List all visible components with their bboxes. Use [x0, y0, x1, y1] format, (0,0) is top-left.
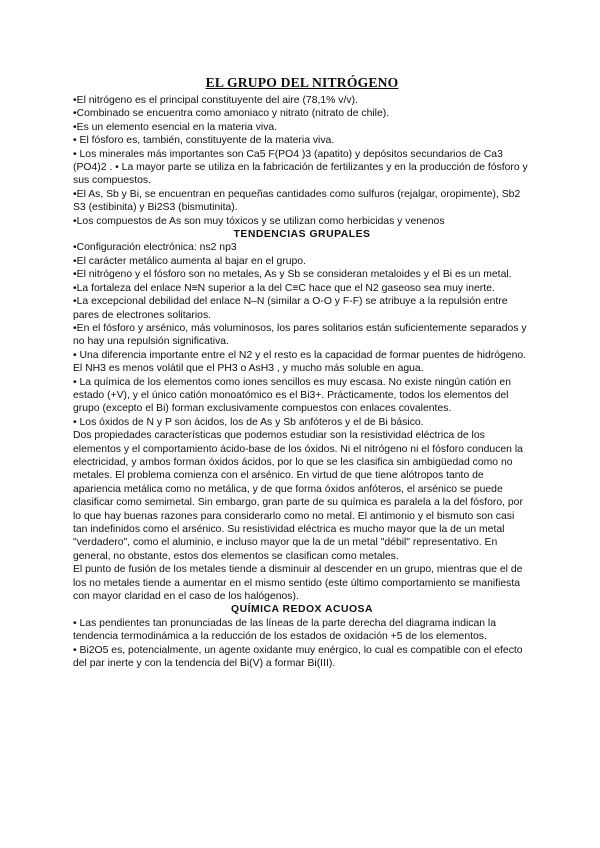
intro-paragraph: •El nitrógeno es el principal constituyente del aire (78,1% v/v). — [73, 95, 358, 106]
redox-paragraph: • Bi2O5 es, potencialmente, un agente oxidante muy enérgico, lo cual es compatible con el efecto del par inerte y con la tendencia del Bi(V) a formar Bi(III). — [73, 644, 523, 670]
trends-section — [73, 241, 531, 603]
document-title: EL GRUPO DEL NITRÓGENO — [205, 75, 399, 90]
trends-paragraph: • Los óxidos de N y P son ácidos, los de As y Sb anfóteros y el de Bi básico. — [73, 416, 424, 428]
document-body — [73, 74, 531, 670]
section-heading-trends: TENDENCIAS GRUPALES — [233, 229, 371, 241]
intro-paragraph: •Es un elemento esencial en la materia viva. — [73, 121, 278, 133]
intro-paragraph: • Los minerales más importantes son Ca5 F(PO4 )3 (apatito) y depósitos secundarios de Ca3 (PO4)2 . • La mayor parte se utiliza en la fabricación de fertilizantes y en la producción de fósforo y sus compuestos. — [73, 148, 528, 187]
trends-paragraph: •En el fósforo y arsénico, más voluminosos, los pares solitarios están suficientemente separados y no hay una repulsión significativa. — [73, 322, 527, 348]
trends-paragraph: •El carácter metálico aumenta al bajar en el grupo. — [73, 255, 306, 267]
trends-paragraph: •La excepcional debilidad del enlace N–N (similar a O-O y F-F) se atribuye a la repulsión entre pares de electrones solitarios. — [73, 296, 508, 321]
intro-paragraph: • El fósforo es, también, constituyente de la materia viva. — [73, 135, 335, 147]
trends-paragraph: El punto de fusión de los metales tiende a disminuir al descender en un grupo, mientras que el de los no metales tiende a aumentar en el mismo sentido (este último comportamiento se manifiesta con mayor claridad en el caso de los halógenos). — [73, 564, 523, 603]
redox-section — [73, 617, 531, 671]
trends-paragraph: • Una diferencia importante entre el N2 y el resto es la capacidad de formar puentes de hidrógeno. El NH3 es menos volátil que el PH3 o AsH3 , y mucho más soluble en agua. — [73, 349, 527, 375]
trends-paragraph: Dos propiedades características que podemos estudiar son la resistividad eléctrica de los elementos y el comportamiento ácido-base de los óxidos. Ni el nitrógeno ni el fósforo conducen la electricidad, y ambos forman óxidos ácidos, por lo que se les clasifica sin ambigüedad como no metales. El problema comienza con el arsénico. En virtud de que tiene alótropos tanto de apariencia metálica como no metálica, y de que forma óxidos anfóteros, el arsénico se puede clasificar como semimetal. Sin embargo, gran parte de su química es paralela a la del fósforo, por lo que hay buenas razones para considerarlo como no metal. El antimonio y el bismuto son casi tan indefinidos como el arsénico. Su resistividad eléctrica es mucho mayor que la de un metal "verdadero", como el aluminio, e incluso mayor que la de un metal "débil" representativo. En general, no obstante, estos dos elementos se clasifican como metales. — [73, 430, 523, 562]
intro-paragraph: •Los compuestos de As son muy tóxicos y se utilizan como herbicidas y venenos — [73, 215, 445, 227]
trends-paragraph: •La fortaleza del enlace N≡N superior a la del C≡C hace que el N2 gaseoso sea muy inerte. — [73, 282, 495, 294]
trends-paragraph: • La química de los elementos como iones sencillos es muy escasa. No existe ningún catión en estado (+V), y el único catión monoatómico es el Bi3+. Prácticamente, todos los elementos del grupo (excepto el Bi) forman exclusivamente compuestos con enlaces covalentes. — [73, 376, 511, 415]
trends-paragraph: •El nitrógeno y el fósforo son no metales, As y Sb se consideran metaloides y el Bi es un metal. — [73, 269, 512, 281]
intro-section — [73, 94, 531, 228]
trends-paragraph: •Configuración electrónica: ns2 np3 — [73, 242, 237, 254]
redox-paragraph: • Las pendientes tan pronunciadas de las líneas de la parte derecha del diagrama indican la tendencia termodinámica a la reducción de los estados de oxidación +5 de los elementos. — [73, 617, 497, 643]
section-heading-redox: QUÍMICA REDOX ACUOSA — [230, 604, 373, 616]
intro-paragraph: •Combinado se encuentra como amoniaco y nitrato (nitrato de chile). — [73, 108, 390, 120]
intro-paragraph: •El As, Sb y Bi, se encuentran en pequeñas cantidades como sulfuros (rejalgar, oropimente), Sb2 S3 (estibinita) y Bi2S3 (bismutinita). — [73, 188, 521, 214]
